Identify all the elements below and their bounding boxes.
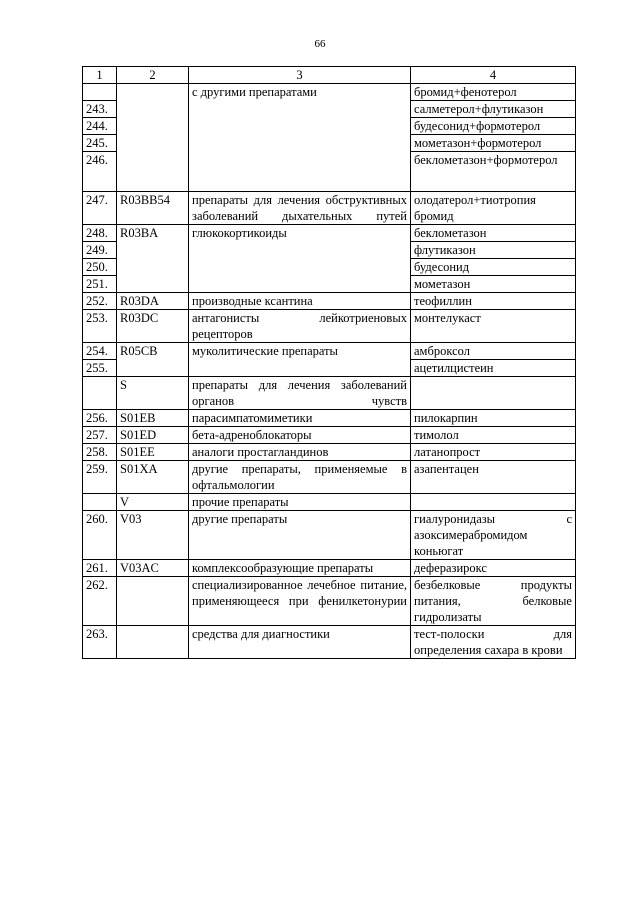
- row-number: 243.: [83, 101, 117, 118]
- row-number: 252.: [83, 293, 117, 310]
- drug-name: беклометазон: [411, 225, 576, 242]
- table-row: [83, 225, 576, 242]
- row-number: 255.: [83, 360, 117, 377]
- group-name: муколитические препараты: [189, 343, 411, 377]
- row-number: 259.: [83, 461, 117, 494]
- drug-name: безбелковые продукты питания, белковые гидролизаты: [411, 577, 576, 626]
- row-number: 244.: [83, 118, 117, 135]
- header-col-2: 2: [117, 67, 189, 84]
- drug-name: тимолол: [411, 427, 576, 444]
- drug-name: салметерол+флутиказон: [411, 101, 576, 118]
- row-number: 245.: [83, 135, 117, 152]
- group-name: средства для диагностики: [189, 626, 411, 659]
- header-col-4: 4: [411, 67, 576, 84]
- table-row: [83, 577, 576, 626]
- group-name: парасимпатомиметики: [189, 410, 411, 427]
- row-number: 250.: [83, 259, 117, 276]
- table-row: [83, 444, 576, 461]
- table-row: [83, 84, 576, 101]
- table-row: [83, 377, 576, 410]
- atc-code: V03: [117, 511, 189, 560]
- row-number: 260.: [83, 511, 117, 560]
- table-row: [83, 494, 576, 511]
- page-number: 66: [314, 38, 326, 50]
- row-number: 258.: [83, 444, 117, 461]
- atc-code: V03AC: [117, 560, 189, 577]
- atc-code: V: [117, 494, 189, 511]
- atc-code: [117, 577, 189, 626]
- drug-name: гиалуронидазы с азоксимерабромидом коньюгат: [411, 511, 576, 560]
- group-name: бета-адреноблокаторы: [189, 427, 411, 444]
- row-number: 262.: [83, 577, 117, 626]
- atc-code: R03BB54: [117, 192, 189, 225]
- drug-name: азапентацен: [411, 461, 576, 494]
- group-name: другие препараты: [189, 511, 411, 560]
- table-row: [83, 461, 576, 494]
- atc-code: S01ED: [117, 427, 189, 444]
- drug-name: олодатерол+тиотропия бромид: [411, 192, 576, 225]
- row-number: 246.: [83, 152, 117, 192]
- drug-name: ацетилцистеин: [411, 360, 576, 377]
- drug-name: деферазирокс: [411, 560, 576, 577]
- atc-code: [117, 626, 189, 659]
- table-row: [83, 192, 576, 225]
- table-row: [83, 293, 576, 310]
- group-name: производные ксантина: [189, 293, 411, 310]
- row-number: 249.: [83, 242, 117, 259]
- group-name: препараты для лечения заболеваний органов чувств: [189, 377, 411, 410]
- group-name: антагонисты лейкотриеновых рецепторов: [189, 310, 411, 343]
- row-number: 253.: [83, 310, 117, 343]
- table-row: [83, 427, 576, 444]
- atc-code: R03DC: [117, 310, 189, 343]
- drug-name: флутиказон: [411, 242, 576, 259]
- atc-code: [117, 84, 189, 192]
- drug-name: пилокарпин: [411, 410, 576, 427]
- atc-code: S01EE: [117, 444, 189, 461]
- table-row: [83, 343, 576, 360]
- row-number: 248.: [83, 225, 117, 242]
- drug-name: будесонид: [411, 259, 576, 276]
- drug-name: мометазон: [411, 276, 576, 293]
- row-number: 263.: [83, 626, 117, 659]
- group-name: с другими препаратами: [189, 84, 411, 192]
- drug-name: бромид+фенотерол: [411, 84, 576, 101]
- atc-code: R05CB: [117, 343, 189, 377]
- atc-code: R03BA: [117, 225, 189, 293]
- table-row: [83, 511, 576, 560]
- row-number: 247.: [83, 192, 117, 225]
- group-name: препараты для лечения обструктивных заболеваний дыхательных путей: [189, 192, 411, 225]
- group-name: прочие препараты: [189, 494, 411, 511]
- header-col-1: 1: [83, 67, 117, 84]
- group-name: глюкокортикоиды: [189, 225, 411, 293]
- group-name: другие препараты, применяемые в офтальмологии: [189, 461, 411, 494]
- group-name: специализированное лечебное питание, применяющееся при фенилкетонурии: [189, 577, 411, 626]
- drug-name: теофиллин: [411, 293, 576, 310]
- group-name: аналоги простагландинов: [189, 444, 411, 461]
- drug-name: тест-полоски для определения сахара в крови: [411, 626, 576, 659]
- drug-name: мометазон+формотерол: [411, 135, 576, 152]
- group-name: комплексообразующие препараты: [189, 560, 411, 577]
- table-row: [83, 310, 576, 343]
- atc-code: S01EB: [117, 410, 189, 427]
- row-number: 254.: [83, 343, 117, 360]
- drug-name: беклометазон+формотерол: [411, 152, 576, 192]
- header-col-3: 3: [189, 67, 411, 84]
- drug-name: латанопрост: [411, 444, 576, 461]
- table-row: [83, 560, 576, 577]
- row-number: [83, 494, 117, 511]
- atc-code: S: [117, 377, 189, 410]
- atc-code: S01XA: [117, 461, 189, 494]
- drug-classification-table: [82, 66, 576, 659]
- drug-name: амброксол: [411, 343, 576, 360]
- row-number: 256.: [83, 410, 117, 427]
- drug-name: монтелукаст: [411, 310, 576, 343]
- drug-name: [411, 494, 576, 511]
- table-row: [83, 410, 576, 427]
- table-row: [83, 626, 576, 659]
- drug-name: [411, 377, 576, 410]
- row-number: 251.: [83, 276, 117, 293]
- row-number: [83, 84, 117, 101]
- row-number: 257.: [83, 427, 117, 444]
- row-number: 261.: [83, 560, 117, 577]
- atc-code: R03DA: [117, 293, 189, 310]
- row-number: [83, 377, 117, 410]
- table-header-row: [83, 67, 576, 84]
- drug-name: будесонид+формотерол: [411, 118, 576, 135]
